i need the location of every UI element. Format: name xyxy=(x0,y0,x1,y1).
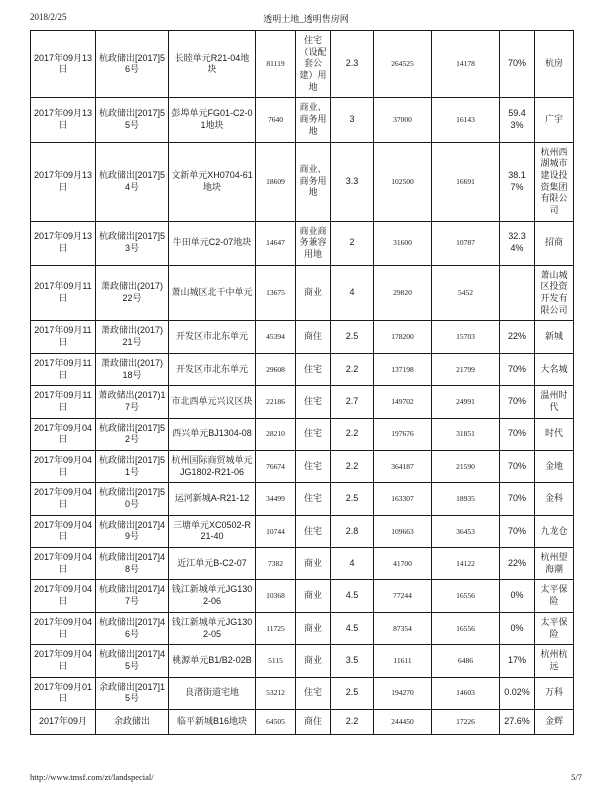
premium-cell: 70% xyxy=(500,450,535,482)
build-area-cell: 102500 xyxy=(374,142,432,221)
doc-no-cell: 余政储出[2017]15号 xyxy=(96,677,169,709)
area-cell: 34499 xyxy=(256,483,296,515)
build-area-cell: 163307 xyxy=(374,483,432,515)
far-cell: 3.5 xyxy=(331,645,374,677)
unit-price-cell: 18935 xyxy=(432,483,500,515)
unit-price-cell: 21590 xyxy=(432,450,500,482)
premium-cell: 32.34% xyxy=(500,221,535,265)
area-cell: 64505 xyxy=(256,709,296,734)
land-use-cell: 商业、商务用地 xyxy=(296,142,331,221)
land-use-cell: 商住 xyxy=(296,321,331,353)
company-cell: 金地 xyxy=(535,450,574,482)
unit-price-cell: 16143 xyxy=(432,98,500,142)
table-row xyxy=(31,353,574,385)
land-use-cell: 住宅 xyxy=(296,515,331,547)
company-cell: 杭州杭远 xyxy=(535,645,574,677)
premium-cell: 38.17% xyxy=(500,142,535,221)
table-row xyxy=(31,709,574,734)
far-cell: 2.8 xyxy=(331,515,374,547)
far-cell: 2.7 xyxy=(331,386,374,418)
date-cell: 2017年09月04日 xyxy=(31,483,96,515)
premium-cell: 17% xyxy=(500,645,535,677)
doc-no-cell: 杭政储出[2017]49号 xyxy=(96,515,169,547)
company-cell: 广宇 xyxy=(535,98,574,142)
build-area-cell: 197676 xyxy=(374,418,432,450)
doc-no-cell: 萧政储出(2017) 18号 xyxy=(96,353,169,385)
build-area-cell: 31600 xyxy=(374,221,432,265)
parcel-cell: 临平新城B16地块 xyxy=(169,709,256,734)
table-row xyxy=(31,142,574,221)
doc-no-cell: 杭政储出[2017]45号 xyxy=(96,645,169,677)
far-cell: 4.5 xyxy=(331,580,374,612)
parcel-cell: 近江单元B-C2-07 xyxy=(169,548,256,580)
far-cell: 2 xyxy=(331,221,374,265)
area-cell: 76674 xyxy=(256,450,296,482)
parcel-cell: 开发区市北东单元 xyxy=(169,321,256,353)
area-cell: 11725 xyxy=(256,612,296,644)
table-row xyxy=(31,450,574,482)
land-use-cell: 住宅 xyxy=(296,677,331,709)
unit-price-cell: 16556 xyxy=(432,612,500,644)
unit-price-cell: 31851 xyxy=(432,418,500,450)
parcel-cell: 牛田单元C2-07地块 xyxy=(169,221,256,265)
area-cell: 28210 xyxy=(256,418,296,450)
date-cell: 2017年09月11日 xyxy=(31,353,96,385)
table-row xyxy=(31,418,574,450)
print-footer xyxy=(30,772,582,782)
date-cell: 2017年09月11日 xyxy=(31,265,96,321)
premium-cell: 70% xyxy=(500,386,535,418)
doc-no-cell: 杭政储出[2017]48号 xyxy=(96,548,169,580)
company-cell: 招商 xyxy=(535,221,574,265)
premium-cell: 70% xyxy=(500,353,535,385)
land-use-cell: 住宅（设配套公建）用地 xyxy=(296,31,331,98)
company-cell: 新城 xyxy=(535,321,574,353)
area-cell: 13675 xyxy=(256,265,296,321)
date-cell: 2017年09月04日 xyxy=(31,548,96,580)
far-cell: 4.5 xyxy=(331,612,374,644)
premium-cell: 0.02% xyxy=(500,677,535,709)
company-cell: 杭州望海潮 xyxy=(535,548,574,580)
area-cell: 7640 xyxy=(256,98,296,142)
land-use-cell: 商业商务兼容用地 xyxy=(296,221,331,265)
parcel-cell: 长睦单元R21-04地块 xyxy=(169,31,256,98)
unit-price-cell: 17226 xyxy=(432,709,500,734)
land-use-cell: 商业 xyxy=(296,612,331,644)
table-row xyxy=(31,515,574,547)
date-cell: 2017年09月04日 xyxy=(31,645,96,677)
area-cell: 10744 xyxy=(256,515,296,547)
land-use-cell: 住宅 xyxy=(296,450,331,482)
date-cell: 2017年09月01日 xyxy=(31,677,96,709)
premium-cell: 0% xyxy=(500,580,535,612)
doc-no-cell: 萧政储出(2017)17号 xyxy=(96,386,169,418)
parcel-cell: 良渚街道宅地 xyxy=(169,677,256,709)
far-cell: 2.3 xyxy=(331,31,374,98)
table-row xyxy=(31,265,574,321)
unit-price-cell: 10787 xyxy=(432,221,500,265)
doc-no-cell: 杭政储出[2017]56号 xyxy=(96,31,169,98)
print-date: 2018/2/25 xyxy=(30,12,67,22)
table-row xyxy=(31,98,574,142)
area-cell: 53212 xyxy=(256,677,296,709)
land-use-cell: 住宅 xyxy=(296,418,331,450)
parcel-cell: 钱江新城单元JG1302-05 xyxy=(169,612,256,644)
land-use-cell: 住宅 xyxy=(296,353,331,385)
build-area-cell: 29820 xyxy=(374,265,432,321)
build-area-cell: 149702 xyxy=(374,386,432,418)
parcel-cell: 钱江新城单元JG1302-06 xyxy=(169,580,256,612)
parcel-cell: 市北西单元兴议区块 xyxy=(169,386,256,418)
doc-no-cell: 杭政储出[2017]54号 xyxy=(96,142,169,221)
date-cell: 2017年09月 xyxy=(31,709,96,734)
date-cell: 2017年09月11日 xyxy=(31,321,96,353)
area-cell: 22186 xyxy=(256,386,296,418)
land-use-cell: 商业 xyxy=(296,548,331,580)
date-cell: 2017年09月04日 xyxy=(31,418,96,450)
far-cell: 3.3 xyxy=(331,142,374,221)
build-area-cell: 364187 xyxy=(374,450,432,482)
unit-price-cell: 15703 xyxy=(432,321,500,353)
parcel-cell: 运河新城A-R21-12 xyxy=(169,483,256,515)
unit-price-cell: 16691 xyxy=(432,142,500,221)
table-row xyxy=(31,580,574,612)
build-area-cell: 77244 xyxy=(374,580,432,612)
premium-cell: 22% xyxy=(500,548,535,580)
far-cell: 3 xyxy=(331,98,374,142)
premium-cell: 59.43% xyxy=(500,98,535,142)
table-row xyxy=(31,221,574,265)
parcel-cell: 彭埠单元FG01-C2-01地块 xyxy=(169,98,256,142)
premium-cell: 22% xyxy=(500,321,535,353)
area-cell: 45394 xyxy=(256,321,296,353)
company-cell: 万科 xyxy=(535,677,574,709)
table-row xyxy=(31,386,574,418)
date-cell: 2017年09月04日 xyxy=(31,450,96,482)
doc-no-cell: 杭政储出[2017]55号 xyxy=(96,98,169,142)
parcel-cell: 桃源单元B1/B2-02B xyxy=(169,645,256,677)
date-cell: 2017年09月13日 xyxy=(31,98,96,142)
build-area-cell: 109663 xyxy=(374,515,432,547)
land-use-cell: 住宅 xyxy=(296,483,331,515)
company-cell: 时代 xyxy=(535,418,574,450)
far-cell: 2.5 xyxy=(331,677,374,709)
far-cell: 2.2 xyxy=(331,418,374,450)
parcel-cell: 萧山城区北干中单元 xyxy=(169,265,256,321)
far-cell: 2.2 xyxy=(331,709,374,734)
land-use-cell: 商业、商务用地 xyxy=(296,98,331,142)
build-area-cell: 37000 xyxy=(374,98,432,142)
doc-no-cell: 杭政储出[2017]53号 xyxy=(96,221,169,265)
date-cell: 2017年09月04日 xyxy=(31,612,96,644)
unit-price-cell: 36453 xyxy=(432,515,500,547)
table-body xyxy=(31,31,574,735)
land-use-cell: 商住 xyxy=(296,709,331,734)
premium-cell: 27.6% xyxy=(500,709,535,734)
parcel-cell: 文新单元XH0704-61地块 xyxy=(169,142,256,221)
parcel-cell: 三塘单元XC0502-R21-40 xyxy=(169,515,256,547)
build-area-cell: 11611 xyxy=(374,645,432,677)
land-use-cell: 商业 xyxy=(296,580,331,612)
build-area-cell: 41700 xyxy=(374,548,432,580)
footer-url[interactable]: http://www.tmsf.com/zt/landspecial/ xyxy=(30,772,154,782)
area-cell: 10368 xyxy=(256,580,296,612)
table-row xyxy=(31,321,574,353)
doc-no-cell: 萧政储出(2017) 21号 xyxy=(96,321,169,353)
area-cell: 81119 xyxy=(256,31,296,98)
premium-cell: 70% xyxy=(500,483,535,515)
far-cell: 2.5 xyxy=(331,483,374,515)
doc-no-cell: 杭政储出[2017]51号 xyxy=(96,450,169,482)
date-cell: 2017年09月04日 xyxy=(31,580,96,612)
unit-price-cell: 14178 xyxy=(432,31,500,98)
table-row xyxy=(31,677,574,709)
unit-price-cell: 21799 xyxy=(432,353,500,385)
unit-price-cell: 6486 xyxy=(432,645,500,677)
print-header xyxy=(30,12,582,24)
table-row xyxy=(31,483,574,515)
doc-no-cell: 萧政储出(2017) 22号 xyxy=(96,265,169,321)
parcel-cell: 杭州国际商贸城单元JG1802-R21-06 xyxy=(169,450,256,482)
land-use-cell: 住宅 xyxy=(296,386,331,418)
company-cell: 温州时代 xyxy=(535,386,574,418)
company-cell: 金辉 xyxy=(535,709,574,734)
area-cell: 18609 xyxy=(256,142,296,221)
company-cell: 大名城 xyxy=(535,353,574,385)
doc-no-cell: 杭政储出[2017]52号 xyxy=(96,418,169,450)
far-cell: 2.5 xyxy=(331,321,374,353)
date-cell: 2017年09月13日 xyxy=(31,31,96,98)
premium-cell: 70% xyxy=(500,31,535,98)
company-cell: 杭房 xyxy=(535,31,574,98)
land-sales-table xyxy=(30,30,574,735)
build-area-cell: 194270 xyxy=(374,677,432,709)
far-cell: 4 xyxy=(331,548,374,580)
premium-cell: 70% xyxy=(500,418,535,450)
doc-no-cell: 杭政储出[2017]47号 xyxy=(96,580,169,612)
table-row xyxy=(31,612,574,644)
date-cell: 2017年09月13日 xyxy=(31,221,96,265)
table-row xyxy=(31,31,574,98)
build-area-cell: 137198 xyxy=(374,353,432,385)
build-area-cell: 264525 xyxy=(374,31,432,98)
company-cell: 太平保险 xyxy=(535,580,574,612)
company-cell: 金科 xyxy=(535,483,574,515)
table-row xyxy=(31,548,574,580)
parcel-cell: 西兴单元BJ1304-08 xyxy=(169,418,256,450)
premium-cell: 70% xyxy=(500,515,535,547)
date-cell: 2017年09月04日 xyxy=(31,515,96,547)
far-cell: 4 xyxy=(331,265,374,321)
company-cell: 太平保险 xyxy=(535,612,574,644)
unit-price-cell: 16556 xyxy=(432,580,500,612)
far-cell: 2.2 xyxy=(331,353,374,385)
area-cell: 29608 xyxy=(256,353,296,385)
unit-price-cell: 14122 xyxy=(432,548,500,580)
doc-no-cell: 杭政储出[2017]50号 xyxy=(96,483,169,515)
page-title: 透明土地_透明售房网 xyxy=(263,14,349,24)
company-cell: 杭州西湖城市建设投资集团有限公司 xyxy=(535,142,574,221)
table-row xyxy=(31,645,574,677)
unit-price-cell: 5452 xyxy=(432,265,500,321)
premium-cell: 0% xyxy=(500,612,535,644)
company-cell: 九龙仓 xyxy=(535,515,574,547)
build-area-cell: 178200 xyxy=(374,321,432,353)
date-cell: 2017年09月11日 xyxy=(31,386,96,418)
unit-price-cell: 24991 xyxy=(432,386,500,418)
unit-price-cell: 14603 xyxy=(432,677,500,709)
page-number: 5/7 xyxy=(571,772,582,782)
land-use-cell: 商业 xyxy=(296,645,331,677)
parcel-cell: 开发区市北东单元 xyxy=(169,353,256,385)
area-cell: 7382 xyxy=(256,548,296,580)
premium-cell xyxy=(500,265,535,321)
land-use-cell: 商业 xyxy=(296,265,331,321)
far-cell: 2.2 xyxy=(331,450,374,482)
doc-no-cell: 余政储出 xyxy=(96,709,169,734)
build-area-cell: 244450 xyxy=(374,709,432,734)
area-cell: 5115 xyxy=(256,645,296,677)
doc-no-cell: 杭政储出[2017]46号 xyxy=(96,612,169,644)
area-cell: 14647 xyxy=(256,221,296,265)
date-cell: 2017年09月13日 xyxy=(31,142,96,221)
build-area-cell: 87354 xyxy=(374,612,432,644)
company-cell: 萧山城区投资开发有限公司 xyxy=(535,265,574,321)
